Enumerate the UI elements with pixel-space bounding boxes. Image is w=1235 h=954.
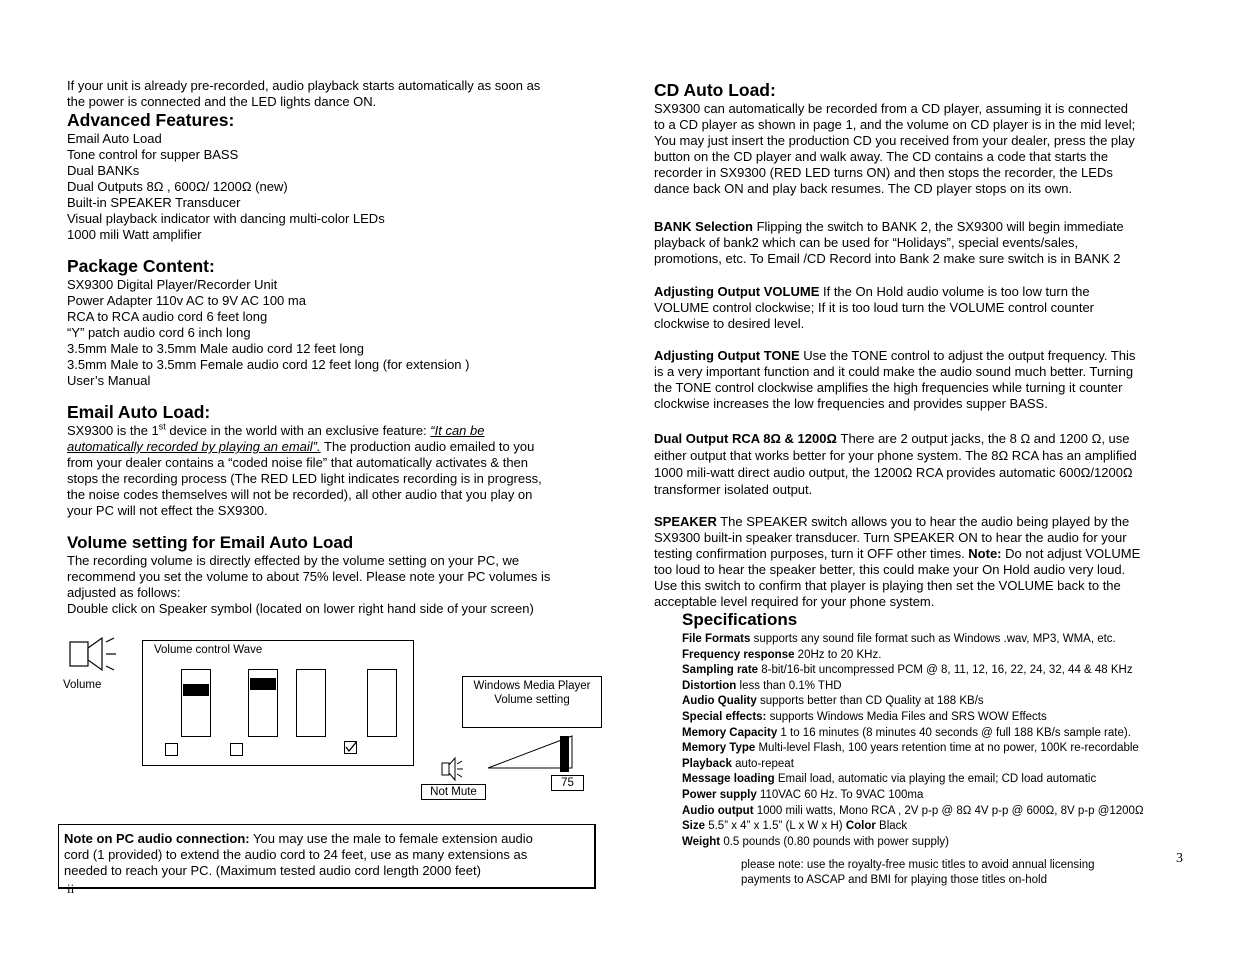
cd-auto-load-paragraph <box>654 101 1189 197</box>
volume-line: Double click on Speaker symbol (located on lower right hand side of your screen) <box>67 601 534 616</box>
volume-slider-thumb <box>560 736 569 772</box>
tone-line: is a very important function and it could make the audio sound much better. Turning <box>654 364 1134 379</box>
intro-line: If your unit is already pre-recorded, audio playback starts automatically as soon as <box>67 78 541 93</box>
footnote-line: please note: use the royalty-free music titles to avoid annual licensing <box>741 859 1095 871</box>
licensing-footnote <box>741 858 1095 887</box>
volume-mixer-panel <box>142 640 414 766</box>
specifications-heading: Specifications <box>682 610 798 629</box>
volume-line: The recording volume is directly effected by the volume setting on your PC, we <box>67 553 520 568</box>
pc-audio-note-box <box>58 824 596 889</box>
right-page <box>654 78 1189 610</box>
email-line: stops the recording process (The RED LED light indicates recording is in progress, <box>67 471 542 486</box>
slider-4[interactable] <box>367 669 397 737</box>
speaker-line: Use this switch to confirm that player is playing then set the VOLUME back to the <box>654 578 1121 593</box>
page-number-left: ii <box>67 881 75 896</box>
bank-selection-paragraph <box>654 219 1189 267</box>
cd-line: dance back ON and play back resumes. The CD player stops on its own. <box>654 181 1073 196</box>
cd-auto-load-heading: CD Auto Load: <box>654 80 776 100</box>
spec-row: Power supply 110VAC 60 Hz. To 9VAC 100ma <box>682 788 924 801</box>
spec-row: Size 5.5” x 4” x 1.5” (L x W x H) Color Black <box>682 820 908 833</box>
output-tone-paragraph <box>654 348 1189 412</box>
advanced-features-heading: Advanced Features: <box>67 110 235 130</box>
package-content-list <box>67 277 597 389</box>
list-item: Visual playback indicator with dancing multi-color LEDs <box>67 211 385 226</box>
list-item: SX9300 Digital Player/Recorder Unit <box>67 277 278 292</box>
speaker-line: testing confirmation purposes, turn it OFF other times. Note: Do not adjust VOLUME <box>654 546 1141 561</box>
wmp-line: Windows Media Player <box>473 680 591 692</box>
output-volume-paragraph <box>654 284 1189 332</box>
tone-line: Adjusting Output TONE Use the TONE control to adjust the output frequency. This <box>654 348 1136 363</box>
speaker-line: acceptable level required for your phone system. <box>654 594 935 609</box>
cd-line: button on the CD player and walk away. The CD contains a code that starts the <box>654 149 1109 164</box>
dual-line: 1000 mili-watt direct audio output, the 1200Ω RCA provides automatic 600Ω/1200Ω <box>654 465 1133 480</box>
footnote-line: payments to ASCAP and BMI for playing those titles on-hold <box>741 873 1047 886</box>
spec-row: Message loading Email load, automatic via playing the email; CD load automatic <box>682 773 1097 786</box>
speaker-icon <box>68 636 130 672</box>
volume-slider-icon[interactable] <box>486 732 586 776</box>
spec-row: Distortion less than 0.1% THD <box>682 679 842 692</box>
spec-row: File Formats supports any sound file format such as Windows .wav, MP3, WMA, etc. <box>682 633 1116 645</box>
wmp-speaker-icon[interactable] <box>440 756 468 782</box>
email-auto-load-heading: Email Auto Load: <box>67 402 211 422</box>
volume-line: VOLUME control clockwise; If it is too loud turn the VOLUME control counter <box>654 300 1095 315</box>
list-item: Dual Outputs 8Ω , 600Ω/ 1200Ω (new) <box>67 179 288 194</box>
dual-output-paragraph <box>654 430 1189 498</box>
not-mute-label: Not Mute <box>421 784 486 800</box>
note-line: Note on PC audio connection: You may use the male to female extension audio <box>64 831 533 846</box>
list-item: 3.5mm Male to 3.5mm Female audio cord 12 feet long (for extension ) <box>67 357 470 372</box>
bank-line: promotions, etc. To Email /CD Record into Bank 2 make sure switch is in BANK 2 <box>654 251 1121 266</box>
mute-checkbox-checked[interactable] <box>344 741 357 754</box>
slider-knob[interactable] <box>250 678 276 690</box>
volume-line: recommend you set the volume to about 75% level. Please note your PC volumes is <box>67 569 551 584</box>
tone-line: the TONE control clockwise amplifies the high frequencies while turning it counter <box>654 380 1123 395</box>
volume-control-slider[interactable] <box>181 669 211 737</box>
list-item: Built-in SPEAKER Transducer <box>67 195 241 210</box>
mute-checkbox[interactable] <box>165 743 178 756</box>
list-item: Tone control for supper BASS <box>67 147 239 162</box>
spec-row: Memory Type Multi-level Flash, 100 years retention time at no power, 100K re-recordable <box>682 742 1139 755</box>
note-line: cord (1 provided) to extend the audio cord to 24 feet, use as many extensions as <box>64 847 528 862</box>
list-item: “Y” patch audio cord 6 inch long <box>67 325 251 340</box>
package-content-heading: Package Content: <box>67 256 215 276</box>
wmp-volume-box <box>462 676 602 728</box>
volume-setting-heading: Volume setting for Email Auto Load <box>67 533 354 552</box>
volume-line: clockwise to desired level. <box>654 316 805 331</box>
spec-row: Sampling rate 8-bit/16-bit uncompressed PCM @ 8, 11, 12, 16, 22, 24, 32, 44 & 48 KHz <box>682 664 1133 677</box>
volume-setting-paragraph <box>67 553 597 617</box>
spec-row: Frequency response 20Hz to 20 KHz. <box>682 648 882 661</box>
dual-line: transformer isolated output. <box>654 482 813 497</box>
left-page <box>67 78 597 617</box>
list-item: User’s Manual <box>67 373 151 388</box>
page-number-right: 3 <box>1176 851 1183 866</box>
bank-line: BANK Selection Flipping the switch to BANK 2, the SX9300 will begin immediate <box>654 219 1124 234</box>
speaker-line: SX9300 built-in speaker transducer. Turn SPEAKER ON to hear the audio for your <box>654 530 1127 545</box>
dual-line: Dual Output RCA 8Ω & 1200Ω There are 2 output jacks, the 8 Ω and 1200 Ω, use <box>654 431 1130 446</box>
speaker-volume-label: Volume <box>63 679 102 691</box>
intro-paragraph <box>67 78 597 110</box>
slider-3[interactable] <box>296 669 326 737</box>
email-line: the noise codes themselves will not be recorded), all other audio that you play on <box>67 487 533 502</box>
cd-line: SX9300 can automatically be recorded from a CD player, assuming it is connected <box>654 101 1129 116</box>
speaker-line: SPEAKER The SPEAKER switch allows you to hear the audio being played by the <box>654 514 1130 529</box>
mixer-title: Volume control Wave <box>154 644 263 656</box>
list-item: 3.5mm Male to 3.5mm Male audio cord 12 feet long <box>67 341 364 356</box>
list-item: Email Auto Load <box>67 131 162 146</box>
intro-line: the power is connected and the LED lights dance ON. <box>67 94 377 109</box>
cd-line: recorder in SX9300 (RED LED turns ON) and then stops the recorder, the LEDs <box>654 165 1113 180</box>
list-item: 1000 mili Watt amplifier <box>67 227 202 242</box>
cd-line: to a CD player as shown in page 1, and the volume on CD player is in the mid level; <box>654 117 1136 132</box>
volume-line: Adjusting Output VOLUME If the On Hold audio volume is too low turn the <box>654 284 1090 299</box>
specifications-section <box>682 610 1144 850</box>
checkmark-icon <box>345 742 356 753</box>
list-item: RCA to RCA audio cord 6 feet long <box>67 309 268 324</box>
wave-slider[interactable] <box>248 669 278 737</box>
spec-row: Weight 0.5 pounds (0.80 pounds with power supply) <box>682 835 949 848</box>
mute-checkbox[interactable] <box>230 743 243 756</box>
list-item: Dual BANKs <box>67 163 140 178</box>
spec-row: Audio Quality supports better than CD Quality at 188 KB/s <box>682 695 984 708</box>
email-auto-load-paragraph <box>67 423 597 519</box>
advanced-features-list <box>67 131 597 243</box>
cd-line: You may just insert the production CD you received from your dealer, press the play <box>654 133 1135 148</box>
spec-row: Playback auto-repeat <box>682 757 794 770</box>
email-line: your PC will not effect the SX9300. <box>67 503 268 518</box>
volume-value: 75 <box>551 775 584 791</box>
dual-line: either output that works better for your phone system. The 8Ω RCA has an amplified <box>654 448 1137 463</box>
spec-row: Special effects: supports Windows Media Files and SRS WOW Effects <box>682 710 1047 723</box>
tone-line: clockwise increases the low frequencies and provides supper BASS. <box>654 396 1048 411</box>
wmp-line: Volume setting <box>494 694 570 706</box>
list-item: Power Adapter 110v AC to 9V AC 100 ma <box>67 293 306 308</box>
speaker-line: too loud to hear the speaker better, this could make your On Hold audio very loud. <box>654 562 1126 577</box>
spec-row: Audio output 1000 mili watts, Mono RCA , 2V p-p @ 8Ω 4V p-p @ 600Ω, 8V p-p @1200Ω <box>682 804 1144 817</box>
spec-row: Memory Capacity 1 to 16 minutes (8 minutes 40 seconds @ full 188 KB/s sample rate). <box>682 726 1131 739</box>
volume-line: adjusted as follows: <box>67 585 181 600</box>
bank-line: playback of bank2 which can be used for “Holidays”, special events/sales, <box>654 235 1079 250</box>
speaker-paragraph <box>654 514 1189 610</box>
email-line: SX9300 is the 1st device in the world with an exclusive feature: “It can be <box>67 421 485 438</box>
slider-knob[interactable] <box>183 684 209 696</box>
note-line: needed to reach your PC. (Maximum tested audio cord length 2000 feet) <box>64 863 481 878</box>
email-line: from your dealer contains a “coded noise file” that automatically activates & then <box>67 455 529 470</box>
email-line: automatically recorded by playing an email”. The production audio emailed to you <box>67 439 535 454</box>
